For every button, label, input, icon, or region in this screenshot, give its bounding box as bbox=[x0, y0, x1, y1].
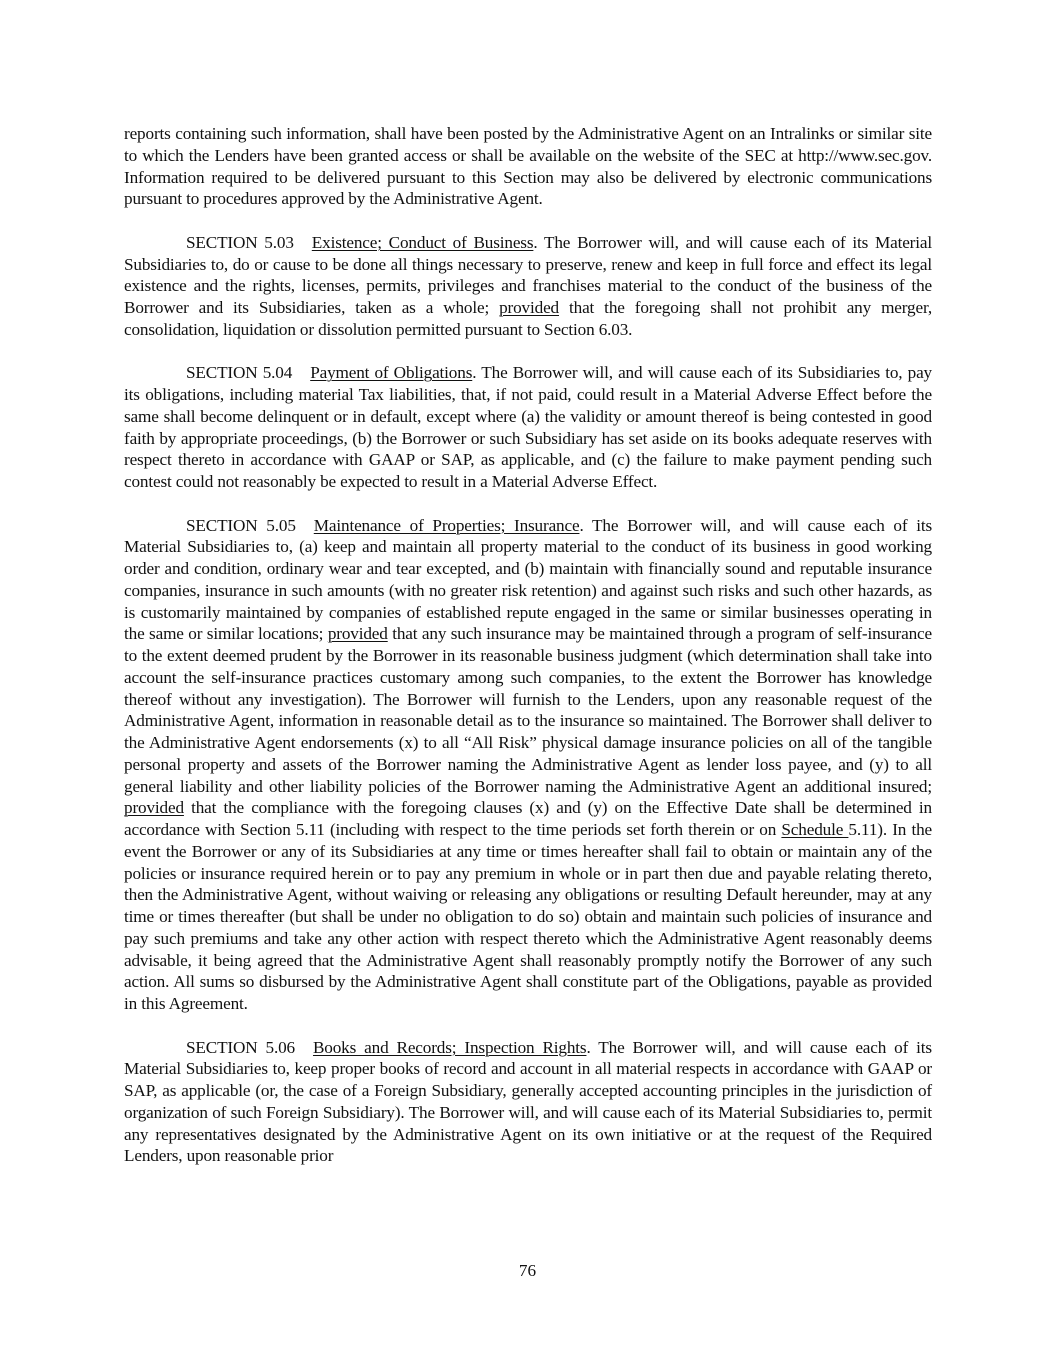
provided-term: provided bbox=[327, 624, 388, 644]
section-5-03 bbox=[124, 232, 932, 341]
intro-paragraph: reports containing such information, shall have been posted by the Administrative Agent on an Intralinks or similar site to which the Lenders have been granted access or shall be available on the website of the SEC at http://www.sec.gov. Information required to be delivered pursuant to this Section may also be delivered by electronic communications pursuant to procedures approved by the Administrative Agent. bbox=[124, 124, 932, 209]
section-text: . The Borrower will, and will cause each of its Material Subsidiaries to, (a) keep and maintain all property material to the conduct of its business in good working order and condition, ordinary wear and tear excepted, and (b) maintain with financially sound and reputable insurance companies, insurance in such amounts (with no greater risk retention) and against such risks and such other hazards, as is customarily maintained by companies of established repute engaged in the same or similar businesses operating in the same or similar locations; bbox=[124, 515, 932, 644]
section-number: SECTION 5.06 bbox=[186, 1037, 295, 1057]
section-text: that the foregoing shall not prohibit any merger, consolidation, liquidation or dissolution permitted pursuant to Section 6.03. bbox=[124, 298, 932, 339]
page-number: 76 bbox=[518, 1261, 537, 1280]
section-heading: Existence; Conduct of Business bbox=[311, 232, 534, 252]
section-text: . The Borrower will, and will cause each of its Subsidiaries to, pay its obligations, including material Tax liabilities, that, if not paid, could result in a Material Adverse Effect before the same shall become delinquent or in default, except where (a) the validity or amount thereof is being contested in good faith by appropriate proceedings, (b) the Borrower or such Subsidiary has set aside on its books adequate reserves with respect thereto in accordance with GAAP or SAP, as applicable, and (c) the failure to make payment pending such contest could not reasonably be expected to result in a Material Adverse Effect. bbox=[124, 363, 932, 491]
section-text: 5.11). In the event the Borrower or any of its Subsidiaries at any time or times hereafter shall fail to obtain or maintain any of the policies or insurance required herein or to pay any premium in whole or in part then due and payable relating thereto, then the Administrative Agent, without waiving or releasing any obligations or resulting Default hereunder, may at any time or times thereafter (but shall be under no obligation to do so) obtain and maintain such policies of insurance and pay such premiums and take any other action with respect thereto which the Administrative Agent reasonably deems advisable, it being agreed that the Administrative Agent shall reasonably promptly notify the Borrower of any such action. All sums so disbursed by the Administrative Agent shall constitute part of the Obligations, payable as provided in this Agreement. bbox=[124, 820, 932, 1013]
section-5-04 bbox=[124, 362, 932, 493]
provided-term: provided bbox=[124, 798, 184, 818]
section-5-05 bbox=[124, 515, 932, 1015]
section-text: . The Borrower will, and will cause each of its Material Subsidiaries to, keep proper books of record and account in all material respects in accordance with GAAP or SAP, as applicable (or, the case of a Foreign Subsidiary, generally accepted accounting principles in the jurisdiction of organization of such Foreign Subsidiary). The Borrower will, and will cause each of its Material Subsidiaries to, permit any representatives designated by the Administrative Agent on its own initiative or at the request of the Required Lenders, upon reasonable prior bbox=[124, 1037, 932, 1166]
schedule-reference: Schedule bbox=[781, 820, 849, 839]
section-5-06 bbox=[124, 1037, 932, 1168]
document-page bbox=[124, 123, 932, 1189]
provided-term: provided bbox=[499, 298, 559, 317]
section-heading: Payment of Obligations bbox=[310, 363, 473, 383]
section-number: SECTION 5.05 bbox=[186, 515, 296, 535]
section-heading: Books and Records; Inspection Rights bbox=[312, 1037, 587, 1057]
section-text: that any such insurance may be maintained through a program of self-insurance to the extent deemed prudent by the Borrower in its reasonable business judgment (which determination shall take into account the self-insurance practices customary among such companies, to the extent the Borrower has knowledge thereof without any investigation). The Borrower will furnish to the Lenders, upon any reasonable request of the Administrative Agent, information in reasonable detail as to the insurance so maintained. The Borrower shall deliver to the Administrative Agent endorsements (x) to all “All Risk” physical damage insurance policies on all of the tangible personal property and assets of the Borrower naming the Administrative Agent as lender loss payee, and (y) to all general liability and other liability policies of the Borrower naming the Administrative Agent an additional insured; bbox=[124, 624, 932, 796]
section-text: that the compliance with the foregoing clauses (x) and (y) on the Effective Date shall be determined in accordance with Section 5.11 (including with respect to the time periods set forth therein or on bbox=[124, 798, 932, 839]
section-text: . The Borrower will, and will cause each of its Material Subsidiaries to, do or cause to be done all things necessary to preserve, renew and keep in full force and effect its legal existence and the rights, licenses, permits, privileges and franchises material to the conduct of the business of the Borrower and its Subsidiaries, taken as a whole; bbox=[124, 232, 932, 317]
section-heading: Maintenance of Properties; Insurance bbox=[313, 515, 580, 535]
section-number: SECTION 5.04 bbox=[186, 363, 293, 383]
section-number: SECTION 5.03 bbox=[186, 232, 294, 252]
